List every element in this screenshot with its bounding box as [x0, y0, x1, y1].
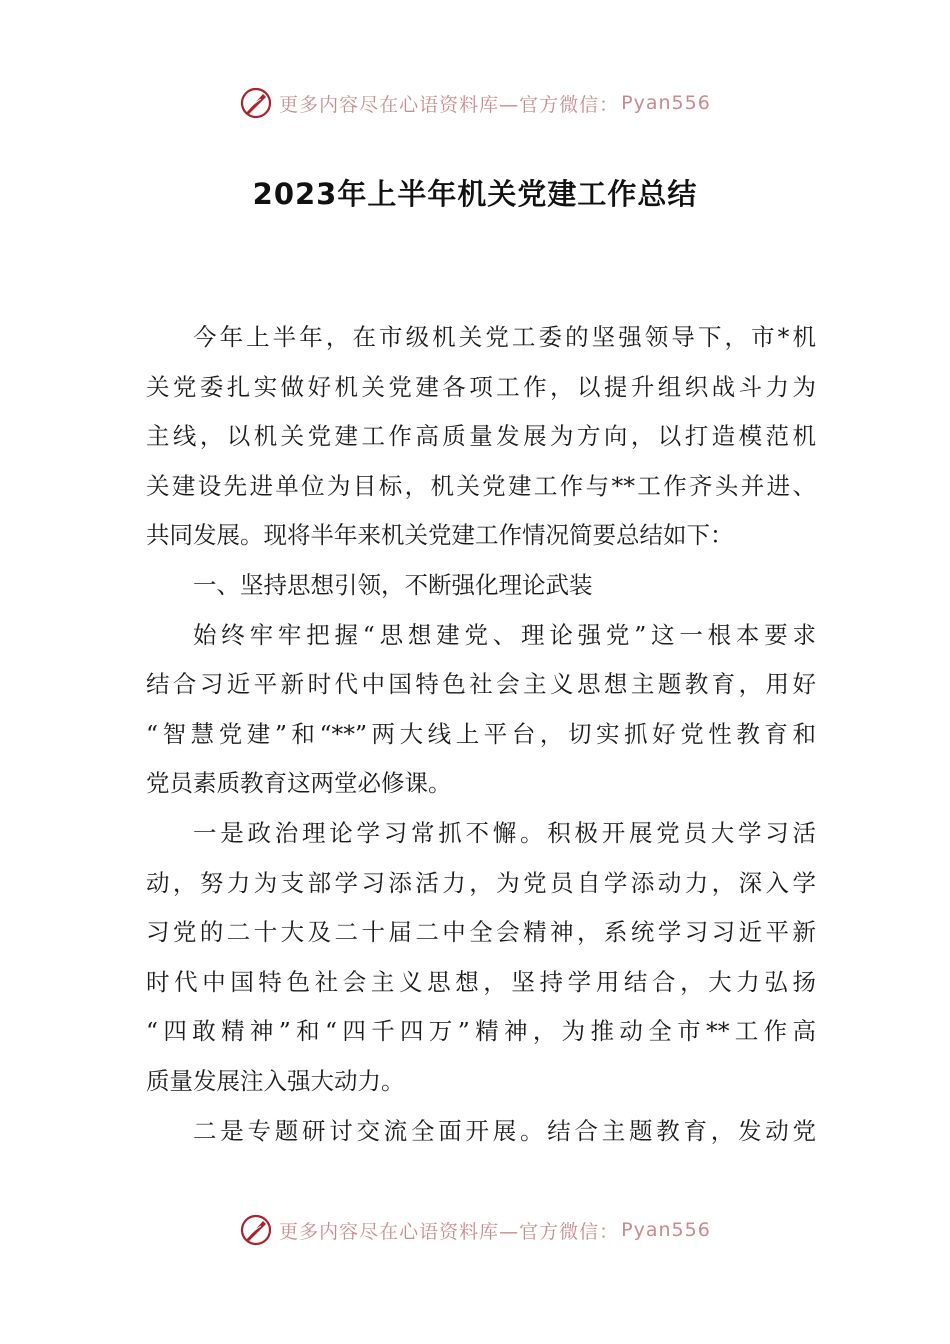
body-line: 始终牢牢把握“思想建党、理论强党”这一根本要求: [193, 620, 816, 649]
body-line: 关建设先进单位为目标，机关党建工作与**工作齐头并进、: [146, 471, 816, 500]
body-line: 共同发展。现将半年来机关党建工作情况简要总结如下：: [146, 521, 734, 550]
body-line: 习党的二十大及二十届二中全会精神，系统学习习近平新: [146, 918, 816, 947]
body-line: “智慧党建”和“**”两大线上平台，切实抓好党性教育和: [146, 719, 816, 748]
quill-logo-icon: [239, 86, 273, 120]
watermark-wechat-id: Pyan556: [621, 92, 711, 114]
watermark-text: 更多内容尽在心语资料库—官方微信：: [279, 93, 620, 116]
body-line: 动，努力为支部学习添活力，为党员自学添动力，深入学: [146, 868, 816, 897]
footer-watermark: [0, 1210, 950, 1250]
body-line: 质量发展注入强大动力。: [146, 1066, 405, 1095]
document-title: 2023年上半年机关党建工作总结: [252, 177, 698, 211]
quill-logo-icon: [239, 1213, 273, 1247]
section-heading: 一、坚持思想引领，不断强化理论武装: [193, 570, 593, 599]
body-line: “四敢精神”和“四千四万”精神，为推动全市**工作高: [146, 1017, 816, 1046]
body-line: 今年上半年，在市级机关党工委的坚强领导下，市*机: [193, 323, 816, 351]
watermark-wechat-id: Pyan556: [621, 1219, 711, 1241]
document-body: [146, 313, 816, 1156]
body-line: 一是政治理论学习常抓不懈。积极开展党员大学习活: [193, 818, 816, 847]
body-line: 关党委扎实做好机关党建各项工作，以提升组织战斗力为: [146, 372, 816, 401]
body-line: 主线，以机关党建工作高质量发展为方向，以打造模范机: [146, 422, 816, 451]
body-line: 时代中国特色社会主义思想，坚持学用结合，大力弘扬: [146, 967, 816, 996]
body-line: 二是专题研讨交流全面开展。结合主题教育，发动党: [193, 1116, 816, 1145]
header-watermark: [0, 83, 950, 123]
watermark-text: 更多内容尽在心语资料库—官方微信：: [279, 1220, 620, 1243]
body-line: 结合习近平新时代中国特色社会主义思想主题教育，用好: [146, 670, 816, 699]
body-line: 党员素质教育这两堂必修课。: [146, 769, 452, 798]
